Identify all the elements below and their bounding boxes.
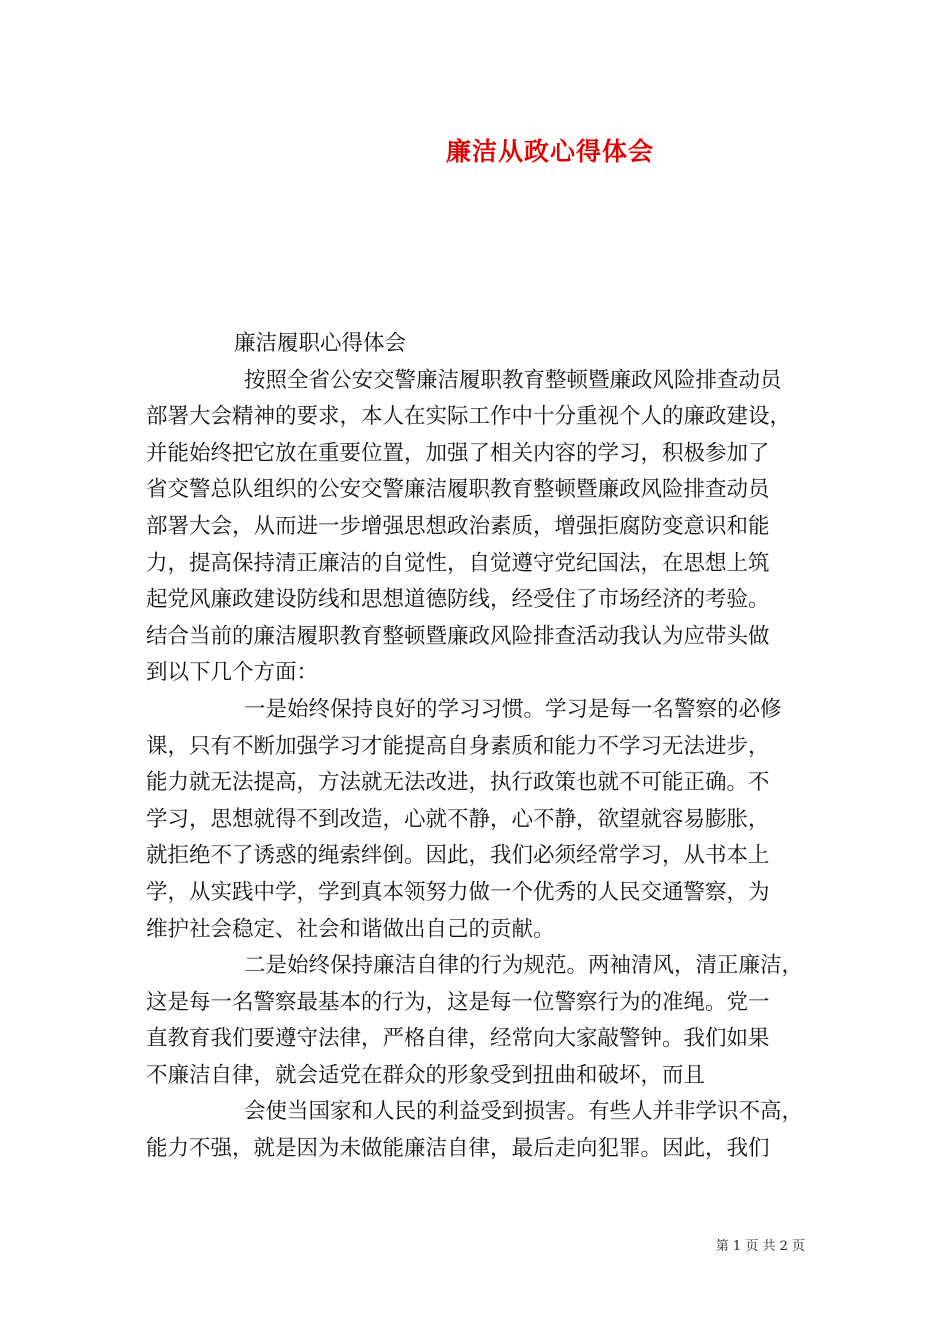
document-body	[146, 326, 816, 1168]
paragraph-line: 部署大会精神的要求，本人在实际工作中十分重视个人的廉政建设，	[146, 404, 792, 430]
paragraph-line: 这是每一名警察最基本的行为，这是每一位警察行为的准绳。党一	[146, 989, 770, 1015]
paragraph-line: 会使当国家和人民的利益受到损害。有些人并非学识不高，	[244, 1099, 804, 1125]
paragraph-line: 学习，思想就得不到改造，心就不静，心不静，欲望就容易膨胀，	[146, 806, 770, 832]
paragraph-line: 省交警总队组织的公安交警廉洁履职教育整顿暨廉政风险排查动员	[146, 477, 770, 503]
paragraph-line: 起党风廉政建设防线和思想道德防线，经受住了市场经济的考验。	[146, 587, 770, 613]
paragraph-line: 能力就无法提高，方法就无法改进，执行政策也就不可能正确。不	[146, 770, 770, 796]
paragraph-line: 力，提高保持清正廉洁的自觉性，自觉遵守党纪国法，在思想上筑	[146, 550, 770, 576]
paragraph-line: 结合当前的廉洁履职教育整顿暨廉政风险排查活动我认为应带头做	[146, 623, 770, 649]
paragraph-line: 一是始终保持良好的学习习惯。学习是每一名警察的必修	[244, 696, 782, 722]
section-heading: 廉洁履职心得体会	[234, 331, 407, 356]
paragraph-line: 课，只有不断加强学习才能提高自身素质和能力不学习无法进步，	[146, 733, 770, 759]
paragraph-line: 并能始终把它放在重要位置，加强了相关内容的学习，积极参加了	[146, 440, 770, 466]
document-title: 廉洁从政心得体会	[445, 137, 654, 166]
paragraph-line: 就拒绝不了诱惑的绳索绊倒。因此，我们必须经常学习，从书本上	[146, 843, 770, 869]
paragraph-line: 部署大会，从而进一步增强思想政治素质，增强拒腐防变意识和能	[146, 513, 770, 539]
paragraph-line: 二是始终保持廉洁自律的行为规范。两袖清风，清正廉洁，	[244, 953, 804, 979]
paragraph-line: 不廉洁自律，就会适党在群众的形象受到扭曲和破坏，而且	[146, 1062, 706, 1088]
paragraph-line: 能力不强，就是因为未做能廉洁自律，最后走向犯罪。因此，我们	[146, 1136, 770, 1162]
paragraph-line: 直教育我们要遵守法律，严格自律，经常向大家敲警钟。我们如果	[146, 1026, 770, 1052]
paragraph-line: 维护社会稳定、社会和谐做出自己的贡献。	[146, 916, 555, 942]
paragraph-line: 学，从实践中学，学到真本领努力做一个优秀的人民交通警察，为	[146, 879, 770, 905]
paragraph-line: 按照全省公安交警廉洁履职教育整顿暨廉政风险排查动员	[244, 367, 782, 393]
paragraph-line: 到以下几个方面：	[146, 660, 319, 686]
page-number-footer: 第 1 页 共 2 页	[715, 1239, 805, 1254]
